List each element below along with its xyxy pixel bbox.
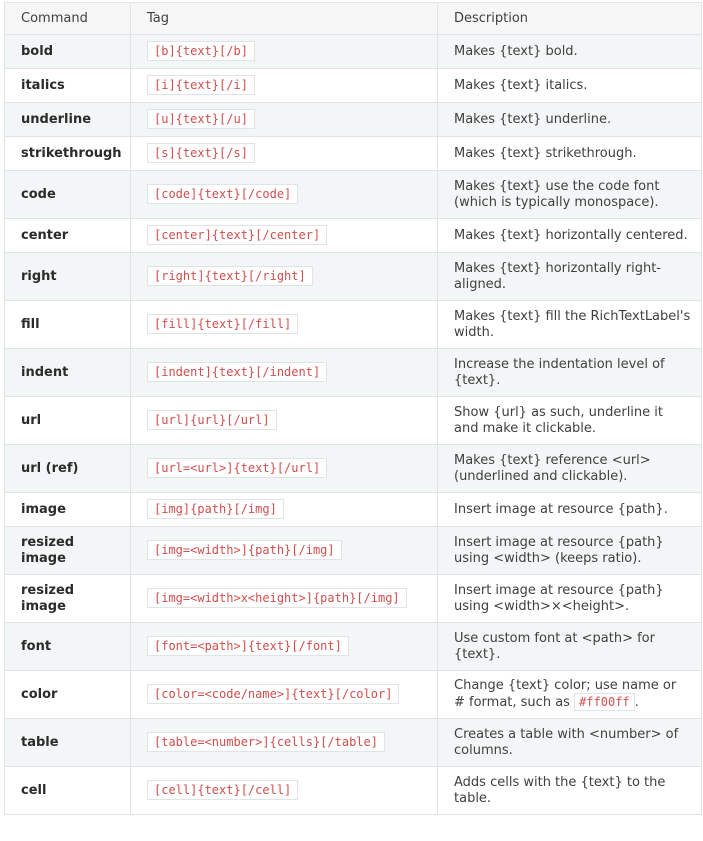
description-text: Change {text} color; use name or # format, such as [454,678,677,710]
table-row [5,767,702,815]
description-cell: Insert image at resource {path} using <width> (keeps ratio). [438,527,702,575]
tag-code: [right]{text}[/right] [147,266,313,286]
description-cell: Makes {text} horizontally centered. [438,219,702,253]
tag-cell [131,103,438,137]
table-row [5,103,702,137]
command-cell: resized image [5,527,131,575]
description-cell: Makes {text} fill the RichTextLabel's width. [438,301,702,349]
tag-code: [img=<width>x<height>]{path}[/img] [147,588,407,608]
description-cell: Makes {text} underline. [438,103,702,137]
tag-code: [img=<width>]{path}[/img] [147,540,342,560]
command-cell: font [5,623,131,671]
command-cell: indent [5,349,131,397]
tag-cell [131,349,438,397]
tag-cell [131,171,438,219]
table-row [5,719,702,767]
command-cell: table [5,719,131,767]
table-row [5,253,702,301]
tag-code: [fill]{text}[/fill] [147,314,298,334]
table-row [5,35,702,69]
description-cell: Show {url} as such, underline it and make it clickable. [438,397,702,445]
tag-code: [font=<path>]{text}[/font] [147,636,349,656]
tag-code: [code]{text}[/code] [147,184,298,204]
tag-code: [i]{text}[/i] [147,75,255,95]
table-row [5,527,702,575]
tag-cell [131,35,438,69]
tag-cell [131,575,438,623]
description-cell: Makes {text} strikethrough. [438,137,702,171]
command-cell: resized image [5,575,131,623]
description-suffix: . [634,695,639,710]
tag-code: [img]{path}[/img] [147,499,284,519]
command-cell: right [5,253,131,301]
description-cell: Creates a table with <number> of columns. [438,719,702,767]
description-cell: Makes {text} italics. [438,69,702,103]
tag-cell [131,671,438,719]
tag-cell [131,301,438,349]
table-row [5,171,702,219]
command-cell: strikethrough [5,137,131,171]
tag-code: [url=<url>]{text}[/url] [147,458,327,478]
table-row [5,301,702,349]
description-cell [438,671,702,719]
description-cell: Makes {text} bold. [438,35,702,69]
table-row [5,219,702,253]
tag-code: [b]{text}[/b] [147,41,255,61]
description-cell: Makes {text} horizontally right-aligned. [438,253,702,301]
command-cell: cell [5,767,131,815]
description-cell: Makes {text} reference <url> (underlined and clickable). [438,445,702,493]
command-cell: color [5,671,131,719]
table-row [5,623,702,671]
description-cell: Adds cells with the {text} to the table. [438,767,702,815]
command-cell: url [5,397,131,445]
tag-code: [s]{text}[/s] [147,143,255,163]
tag-code: [color=<code/name>]{text}[/color] [147,684,399,704]
table-header-row [5,3,702,35]
table-row [5,493,702,527]
header-command: Command [5,3,131,35]
command-cell: url (ref) [5,445,131,493]
table-row [5,397,702,445]
tag-code: [indent]{text}[/indent] [147,362,327,382]
table-row [5,349,702,397]
bbcode-reference-table [4,2,702,815]
table-row [5,671,702,719]
header-tag: Tag [131,3,438,35]
table-row [5,137,702,171]
tag-code: [center]{text}[/center] [147,225,327,245]
command-cell: underline [5,103,131,137]
description-cell: Increase the indentation level of {text}. [438,349,702,397]
tag-cell [131,493,438,527]
description-cell: Insert image at resource {path} using <width>×<height>. [438,575,702,623]
color-code-example: #ff00ff [574,693,635,711]
tag-cell [131,445,438,493]
tag-cell [131,767,438,815]
header-description: Description [438,3,702,35]
tag-cell [131,69,438,103]
tag-cell [131,397,438,445]
command-cell: bold [5,35,131,69]
table-row [5,69,702,103]
tag-code: [u]{text}[/u] [147,109,255,129]
command-cell: center [5,219,131,253]
tag-cell [131,219,438,253]
description-cell: Use custom font at <path> for {text}. [438,623,702,671]
tag-code: [cell]{text}[/cell] [147,780,298,800]
tag-code: [url]{url}[/url] [147,410,277,430]
table-row [5,445,702,493]
tag-cell [131,253,438,301]
description-cell: Insert image at resource {path}. [438,493,702,527]
table-row [5,575,702,623]
command-cell: image [5,493,131,527]
tag-cell [131,719,438,767]
tag-code: [table=<number>]{cells}[/table] [147,732,385,752]
tag-cell [131,137,438,171]
command-cell: code [5,171,131,219]
description-cell: Makes {text} use the code font (which is typically monospace). [438,171,702,219]
tag-cell [131,623,438,671]
tag-cell [131,527,438,575]
command-cell: fill [5,301,131,349]
command-cell: italics [5,69,131,103]
